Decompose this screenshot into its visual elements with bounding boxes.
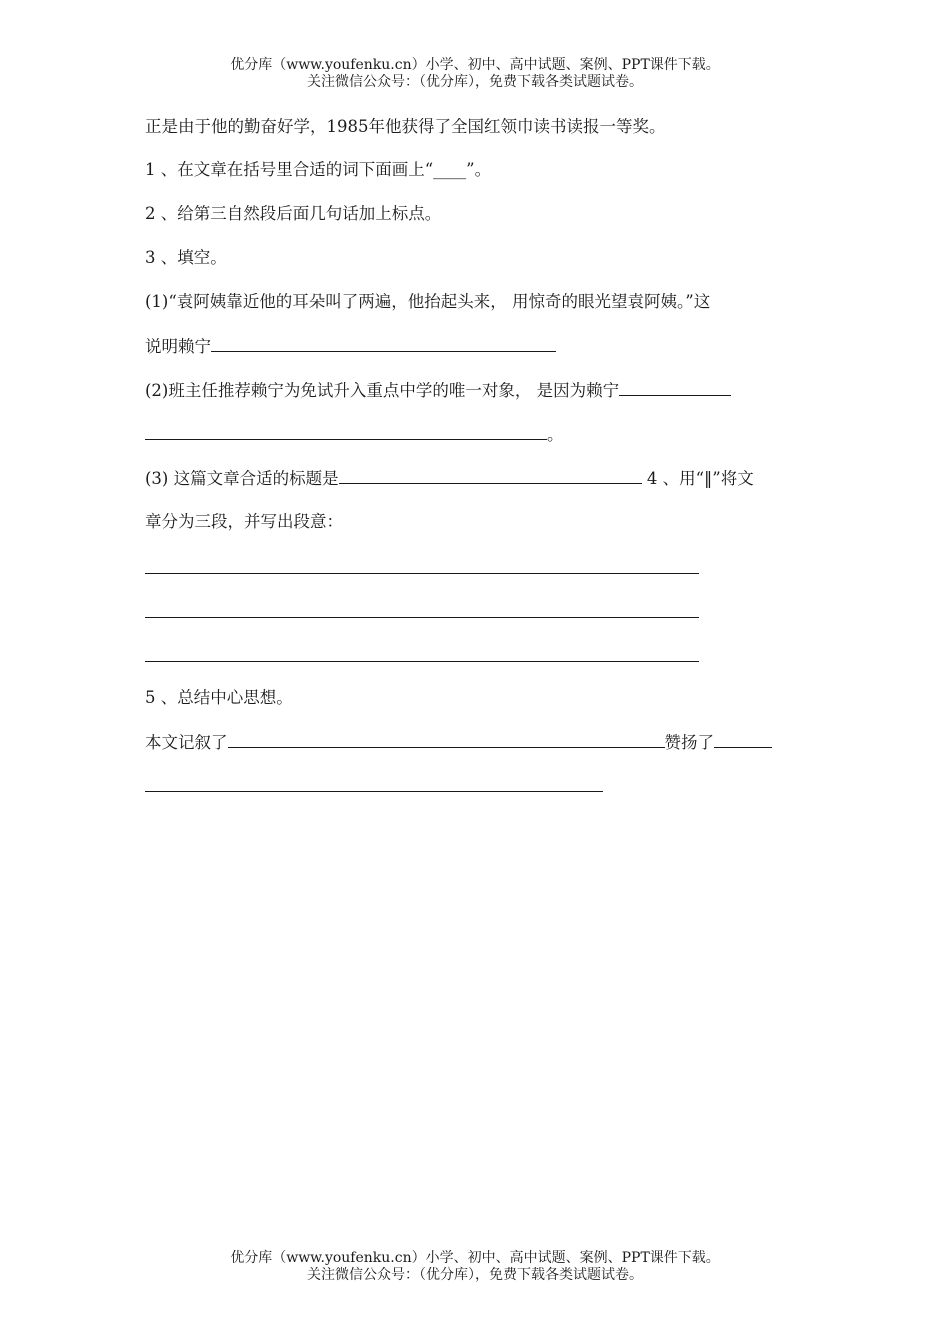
answer-blank-4-1[interactable] [145, 557, 699, 574]
answer-line-para-1 [145, 557, 699, 579]
question-4-continued: 章分为三段，并写出段意： [145, 512, 343, 531]
question-4-text: 4 、用“‖”将文 [641, 469, 754, 488]
page-footer [0, 1250, 950, 1284]
question-1: 1 、在文章在括号里合适的词下面画上“____”。 [145, 160, 492, 179]
question-3-3-text: (3) 这篇文章合适的标题是 [145, 469, 339, 488]
summary-prefix: 本文记叙了 [145, 733, 228, 752]
question-2: 2 、给第三自然段后面几句话加上标点。 [145, 204, 442, 223]
answer-blank-4-2[interactable] [145, 601, 699, 618]
question-3-2-end: 。 [547, 425, 564, 444]
footer-line-2: 关注微信公众号：（优分库），免费下载各类试题试卷。 [307, 1267, 643, 1283]
header-line-1: 优分库（www.youfenku.cn）小学、初中、高中试题、案例、PPT课件下载。 [230, 57, 720, 73]
summary-line-continued [145, 775, 603, 797]
question-3-3-and-4 [145, 467, 754, 489]
question-3-2 [145, 379, 731, 401]
answer-blank-5c[interactable] [145, 775, 603, 792]
answer-blank-3-2b[interactable] [145, 423, 547, 440]
question-3: 3 、填空。 [145, 248, 227, 267]
question-3-1-continued [145, 335, 556, 357]
intro-sentence: 正是由于他的勤奋好学，1985年他获得了全国红领巾读书读报一等奖。 [145, 117, 666, 136]
page-header [0, 57, 950, 91]
answer-blank-3-1[interactable] [211, 335, 556, 352]
footer-line-1: 优分库（www.youfenku.cn）小学、初中、高中试题、案例、PPT课件下载。 [230, 1250, 720, 1266]
question-3-1: (1)“袁阿姨靠近他的耳朵叫了两遍，他抬起头来， 用惊奇的眼光望袁阿姨。”这 [145, 292, 711, 311]
question-3-1-continued-text: 说明赖宁 [145, 337, 211, 356]
header-line-2: 关注微信公众号：（优分库），免费下载各类试题试卷。 [307, 74, 643, 90]
answer-blank-5b[interactable] [714, 731, 772, 748]
question-5: 5 、总结中心思想。 [145, 688, 293, 707]
answer-line-para-3 [145, 645, 699, 667]
answer-blank-3-3[interactable] [339, 467, 642, 484]
question-3-2-text: (2)班主任推荐赖宁为免试升入重点中学的唯一对象， 是因为赖宁 [145, 381, 620, 400]
answer-blank-4-3[interactable] [145, 645, 699, 662]
answer-blank-3-2a[interactable] [619, 379, 731, 396]
answer-line-para-2 [145, 601, 699, 623]
summary-mid: 赞扬了 [664, 733, 714, 752]
question-3-2-continued [145, 423, 564, 445]
summary-line [145, 731, 772, 753]
answer-blank-5a[interactable] [228, 731, 665, 748]
